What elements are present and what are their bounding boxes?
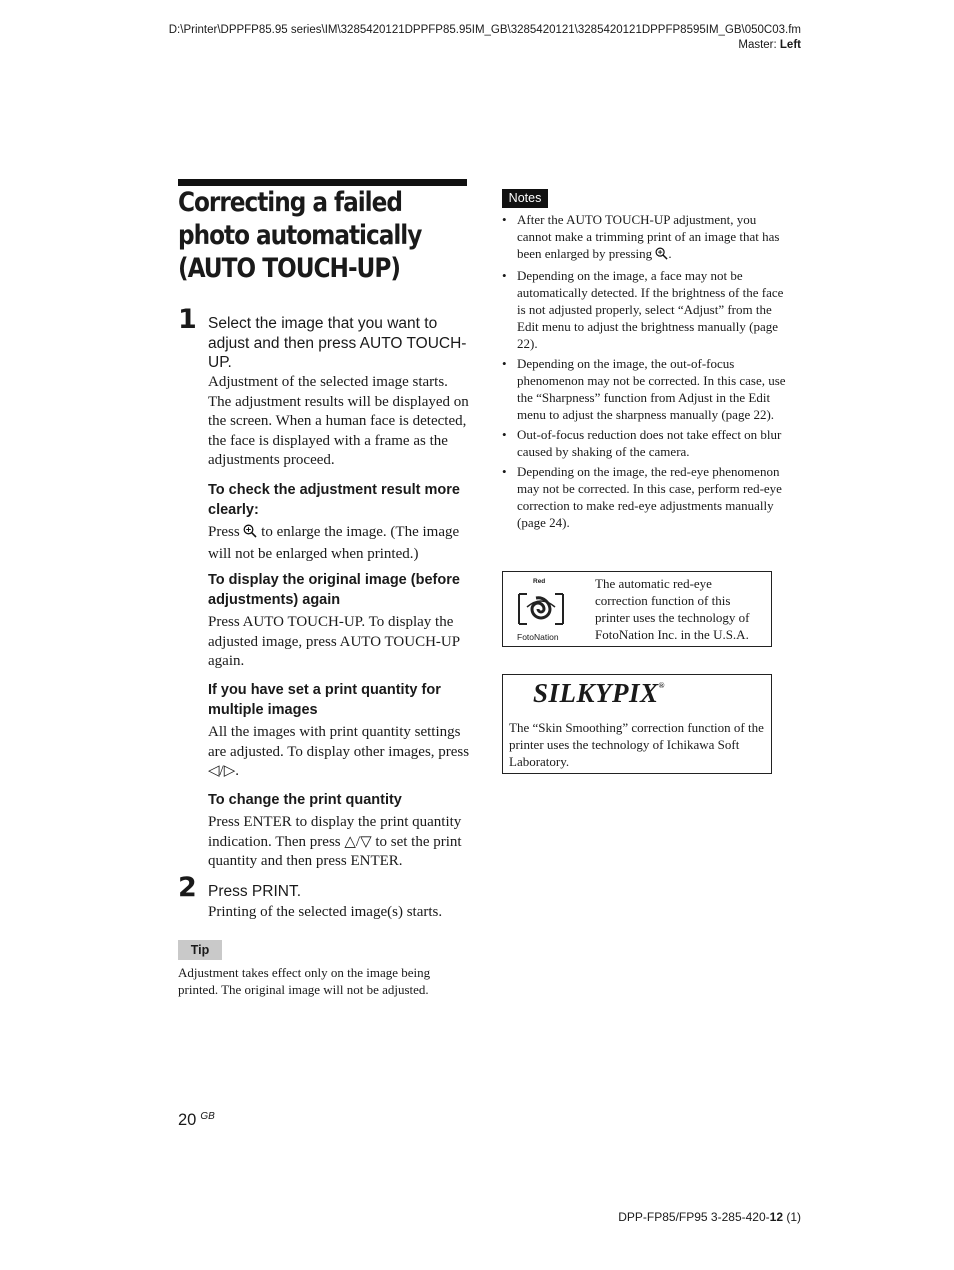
print-quantity-multiple-body: All the images with print quantity settings are adjusted. To display other images, press ◁/▷.	[208, 724, 470, 780]
fotonation-logo-bottom: FotoNation	[517, 632, 559, 642]
check-result-body	[208, 523, 470, 564]
master-label: Master:	[738, 39, 780, 51]
tip-text: Adjustment takes effect only on the image being printed. The original image will not be adjusted.	[178, 965, 431, 997]
zoom-in-icon	[655, 247, 668, 264]
footer-suffix: (1)	[783, 1210, 801, 1224]
check-result-text-a: Press	[208, 524, 244, 540]
step-1-heading: Select the image that you want to adjust and then press AUTO TOUCH-UP.	[208, 315, 467, 371]
silkypix-box	[502, 674, 772, 774]
page-region: GB	[200, 1111, 215, 1122]
change-quantity-heading: To change the print quantity	[208, 792, 402, 808]
step-1-body: Adjustment of the selected image starts. The adjustment results will be displayed on the screen. When a human face is detected, the face is displayed with a frame as the adjustments proceed.	[208, 374, 469, 469]
page-number	[178, 1111, 215, 1130]
title-line-1: Correcting a failed	[178, 187, 402, 218]
fotonation-logo-top: Red	[533, 578, 546, 585]
note-1-text-b: .	[668, 246, 672, 261]
fotonation-logo	[515, 578, 575, 642]
note-1-text-a: After the AUTO TOUCH-UP adjustment, you cannot make a trimming print of an image that has been enlarged by pressing	[517, 212, 780, 261]
model-footer	[618, 1210, 801, 1224]
display-original-heading: To display the original image (before adjustments) again	[208, 572, 460, 608]
fotonation-box	[502, 571, 772, 647]
page-number-value: 20	[178, 1111, 197, 1129]
check-result-heading: To check the adjustment result more clearly:	[208, 482, 460, 518]
fotonation-text: The automatic red-eye correction function of this printer uses the technology of FotoNation Inc. in the U.S.A.	[595, 576, 750, 642]
check-result-text-b: to enlarge the image. (The image will not be enlarged when printed.)	[208, 524, 460, 562]
title-rule	[178, 179, 467, 186]
list-item	[502, 211, 792, 264]
step-2-number: 2	[178, 872, 197, 903]
title-line-2: photo automatically	[178, 220, 422, 251]
silkypix-registered-mark: ®	[658, 681, 666, 690]
master-value: Left	[779, 39, 801, 51]
footer-rev: 12	[769, 1210, 783, 1224]
footer-model: DPP-FP85/FP95 3-285-420-	[618, 1210, 770, 1224]
file-path: D:\Printer\DPPFP85.95 series\IM\3285420121DPPFP85.95IM_GB\3285420121\3285420121DPPFP8595IM_GB\050C03.fm	[168, 24, 801, 36]
change-quantity-body: Press ENTER to display the print quantity indication. Then press △/▽ to set the print quantity and then press ENTER.	[208, 814, 462, 870]
file-path-header	[169, 23, 801, 53]
silkypix-logo	[533, 678, 665, 709]
tip-label: Tip	[178, 940, 222, 960]
silkypix-logo-text: SILKYPIX	[533, 678, 659, 708]
title-line-3: (AUTO TOUCH-UP)	[178, 253, 400, 284]
print-quantity-multiple-heading: If you have set a print quantity for multiple images	[208, 682, 441, 718]
notes-list	[502, 211, 792, 534]
fotonation-eye-icon	[517, 588, 565, 630]
list-item: • Depending on the image, a face may not be automatically detected. If the brightness of the face is not adjusted properly, select “Adjust” from the Edit menu to adjust the brightness manually (page 22).	[502, 267, 792, 352]
list-item: • Depending on the image, the out-of-focus phenomenon may not be corrected. In this case, use the “Sharpness” function from Adjust in the Edit menu to adjust the sharpness manually (page 22).	[502, 355, 792, 423]
silkypix-text: The “Skin Smoothing” correction function of the printer uses the technology of Ichikawa Soft Laboratory.	[509, 720, 764, 769]
list-item: • Out-of-focus reduction does not take effect on blur caused by shaking of the camera.	[502, 426, 792, 460]
master-line	[169, 38, 801, 53]
zoom-in-icon	[243, 524, 257, 545]
notes-label: Notes	[502, 189, 548, 208]
display-original-body: Press AUTO TOUCH-UP. To display the adjusted image, press AUTO TOUCH-UP again.	[208, 614, 460, 670]
list-item: • Depending on the image, the red-eye phenomenon may not be corrected. In this case, perform red-eye correction to make red-eye adjustments manually (page 24).	[502, 463, 792, 531]
step-1-number: 1	[178, 304, 197, 335]
step-2-body: Printing of the selected image(s) starts.	[208, 904, 443, 920]
page-title	[178, 186, 436, 285]
step-2-heading: Press PRINT.	[208, 883, 302, 900]
